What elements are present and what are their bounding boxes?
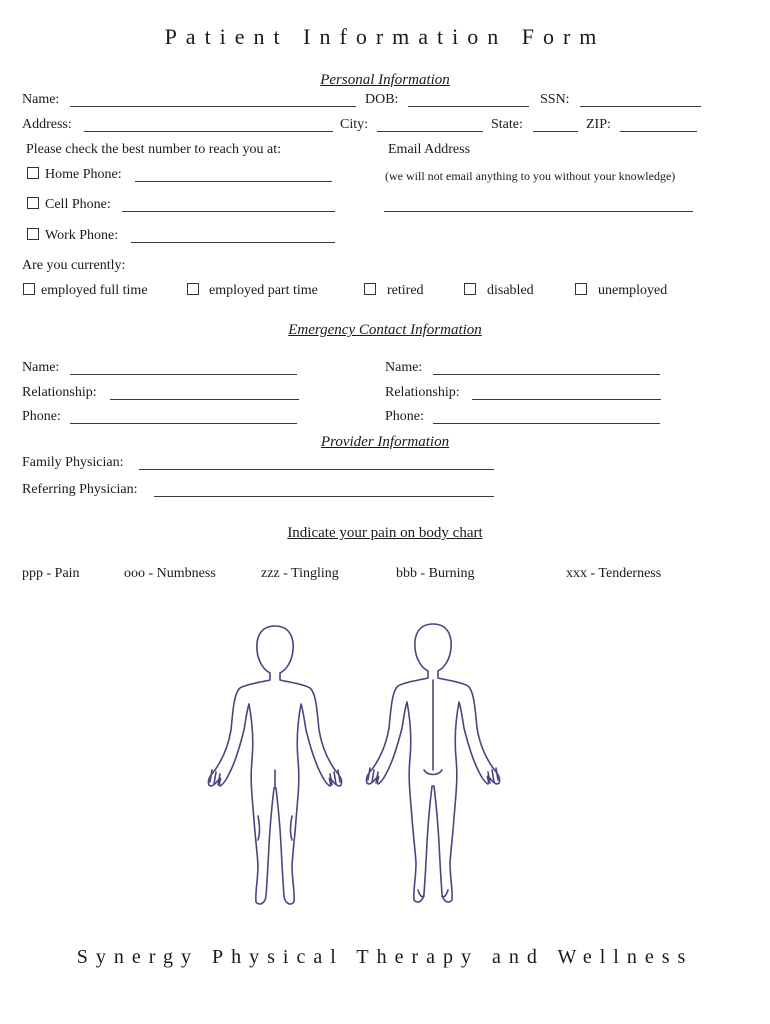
home-phone-checkbox[interactable] [27,167,39,179]
employment-question: Are you currently: [22,258,126,273]
legend-tenderness: xxx - Tenderness [566,566,662,581]
home-phone-label: Home Phone: [45,167,122,182]
email-label: Email Address [388,142,471,157]
cell-phone-label: Cell Phone: [45,197,111,212]
home-phone-field[interactable] [135,181,332,182]
legend-tingling: zzz - Tingling [261,566,339,581]
legend-pain: ppp - Pain [22,566,80,581]
emergency-name-field-2[interactable] [433,374,660,375]
work-phone-label: Work Phone: [45,228,119,243]
emergency-phone-field-1[interactable] [70,423,297,424]
work-phone-field[interactable] [131,242,335,243]
dob-field[interactable] [408,106,529,107]
emergency-name-label-2: Name: [385,360,423,375]
section-personal-heading: Personal Information [320,72,450,88]
legend-burning: bbb - Burning [396,566,475,581]
name-label: Name: [22,92,60,107]
employment-option-full-time: employed full time [41,283,148,298]
best-number-label: Please check the best number to reach you at: [26,142,282,157]
family-physician-label: Family Physician: [22,455,124,470]
body-chart-front-figure[interactable] [200,620,350,910]
city-field[interactable] [377,131,483,132]
emergency-phone-field-2[interactable] [433,423,660,424]
state-field[interactable] [533,131,578,132]
email-field[interactable] [384,211,693,212]
zip-label: ZIP: [586,117,611,132]
address-label: Address: [22,117,72,132]
section-provider-heading: Provider Information [320,434,450,450]
emergency-name-field-1[interactable] [70,374,297,375]
section-emergency-heading: Emergency Contact Information [288,322,482,338]
family-physician-field[interactable] [139,469,494,470]
referring-physician-label: Referring Physician: [22,482,138,497]
city-label: City: [340,117,369,132]
name-field[interactable] [70,106,356,107]
employment-checkbox-full-time[interactable] [23,283,35,295]
emergency-relationship-label-2: Relationship: [385,385,460,400]
work-phone-checkbox[interactable] [27,228,39,240]
employment-checkbox-part-time[interactable] [187,283,199,295]
email-note: (we will not email anything to you without your knowledge) [385,169,676,183]
ssn-field[interactable] [580,106,701,107]
footer-clinic-name: Synergy Physical Therapy and Wellness [76,946,694,968]
state-label: State: [491,117,523,132]
emergency-phone-label-2: Phone: [385,409,424,424]
employment-option-unemployed: unemployed [598,283,668,298]
cell-phone-checkbox[interactable] [27,197,39,209]
address-field[interactable] [84,131,333,132]
emergency-name-label-1: Name: [22,360,60,375]
zip-field[interactable] [620,131,697,132]
employment-option-retired: retired [387,283,424,298]
employment-option-part-time: employed part time [209,283,318,298]
employment-checkbox-unemployed[interactable] [575,283,587,295]
employment-checkbox-retired[interactable] [364,283,376,295]
section-pain-chart-heading: Indicate your pain on body chart [287,525,483,541]
employment-checkbox-disabled[interactable] [464,283,476,295]
cell-phone-field[interactable] [122,211,335,212]
emergency-relationship-field-2[interactable] [472,399,661,400]
dob-label: DOB: [365,92,399,107]
employment-option-disabled: disabled [487,283,534,298]
legend-numbness: ooo - Numbness [124,566,216,581]
form-title: Patient Information Form [164,24,606,49]
referring-physician-field[interactable] [154,496,494,497]
emergency-relationship-field-1[interactable] [110,399,299,400]
emergency-relationship-label-1: Relationship: [22,385,97,400]
emergency-phone-label-1: Phone: [22,409,61,424]
body-chart-back-figure[interactable] [358,620,508,910]
ssn-label: SSN: [540,92,570,107]
